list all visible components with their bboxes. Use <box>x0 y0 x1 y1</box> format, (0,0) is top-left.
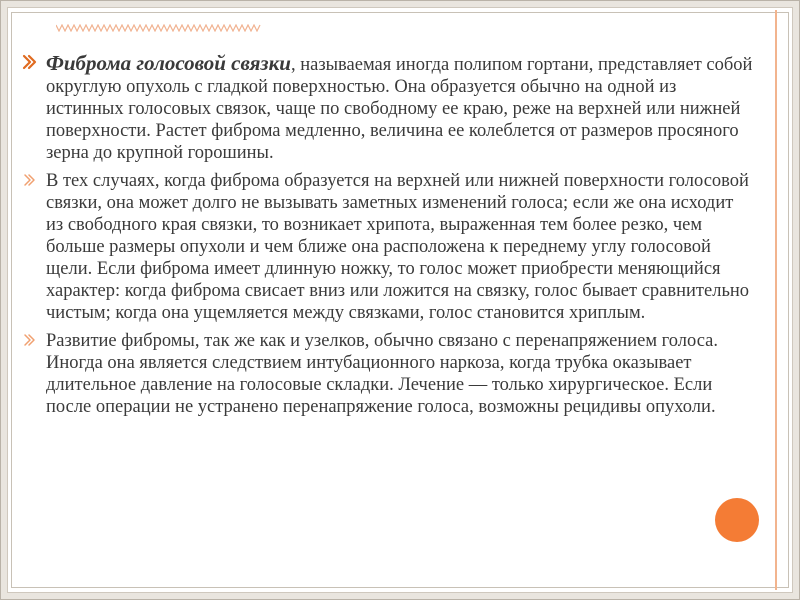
orange-circle-decoration <box>715 498 759 542</box>
bullet-icon <box>20 171 40 191</box>
bullet-paragraph-3 <box>20 330 755 418</box>
bullet-icon <box>20 53 40 73</box>
paragraph-text: , называемая иногда полипом гортани, представляет собой округлую опухоль с гладкой поверхностью. Она образуется обычно на одной из истинных голосовых связок, чаще по свободному ее краю, реже на верхней или нижней поверхности. Растет фиброма медленно, величина ее колеблется от размеров просяного зерна до крупной горошины. <box>46 55 753 163</box>
vertical-rule <box>775 10 777 590</box>
bullet-paragraph-2 <box>20 170 755 324</box>
paragraph-text: В тех случаях, когда фиброма образуется на верхней или нижней поверхности голосовой связки, она может долго не вызывать заметных изменений голоса; если же она исходит из свободного края связки, то возникает хрипота, выраженная тем более резко, чем больше размеры опухоли и чем ближе она расположена к переднему углу голосовой щели. Если фиброма имеет длинную ножку, то голос может приобрести меняющийся характер: когда фиброма свисает вниз или ложится на связку, голос бывает сравнительно чистым; когда она ущемляется между связками, голос становится хриплым. <box>46 171 750 323</box>
paragraph-text: Развитие фибромы, так же как и узелков, обычно связано с перенапряжением голоса. Иногда она является следствием интубационного наркоза, когда трубка оказывает длительное давление на голосовые складки. Лечение — только хирургическое. Если после операции не устранено перенапряжение голоса, возможны рецидивы опухоли. <box>46 331 719 417</box>
zigzag-decoration <box>56 24 262 32</box>
slide-content <box>20 52 755 424</box>
bullet-icon <box>20 331 40 351</box>
bullet-paragraph-1 <box>20 52 755 164</box>
paragraph-term: Фиброма голосовой связки <box>46 51 291 75</box>
